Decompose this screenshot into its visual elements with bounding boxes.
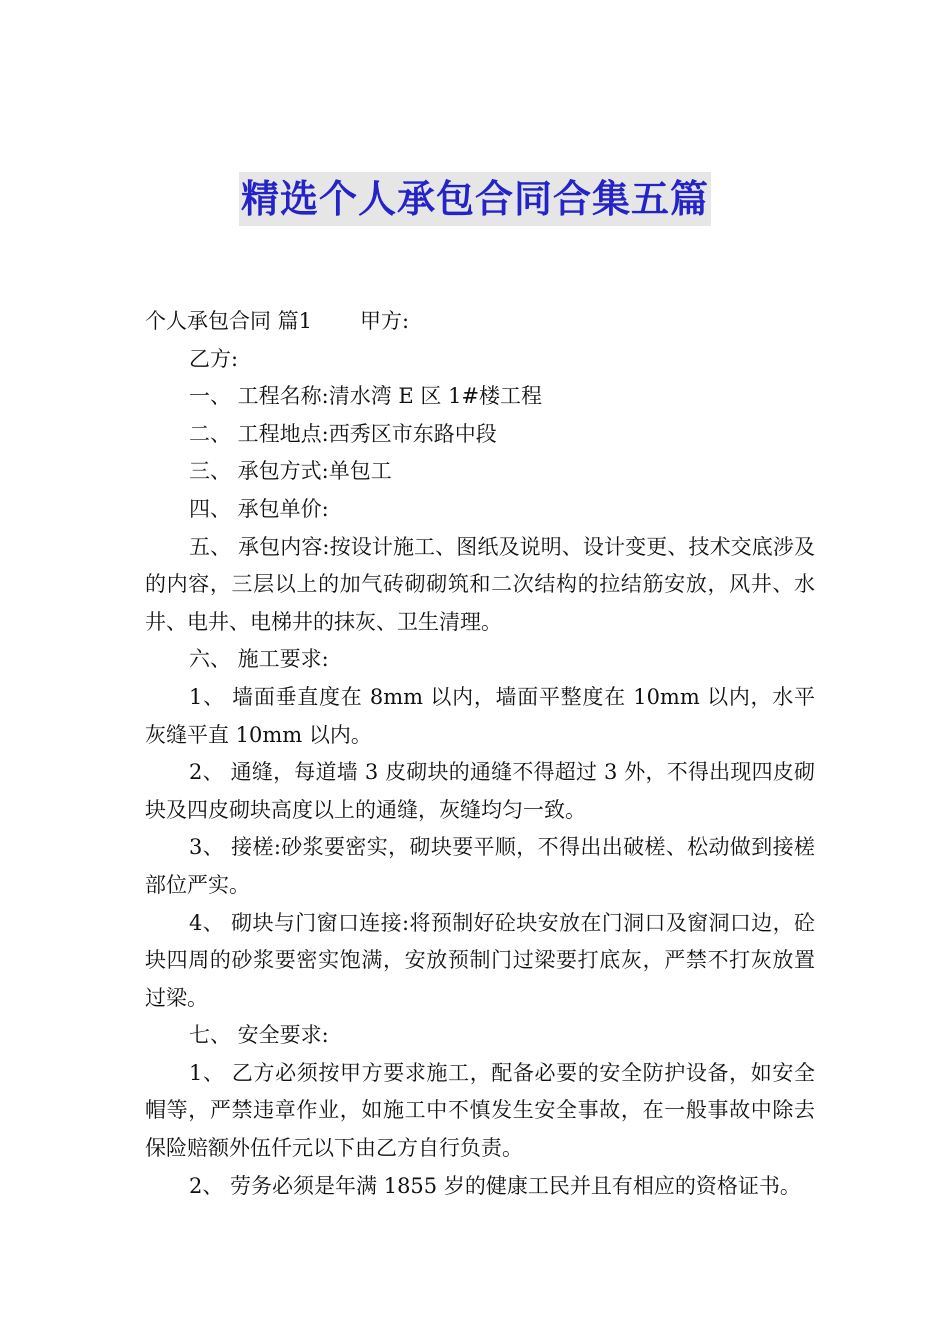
document-title: 精选个人承包合同合集五篇: [239, 172, 711, 226]
paragraph: 一、 工程名称:清水湾 E 区 1#楼工程: [189, 384, 543, 409]
paragraph: 3、 接槎:砂浆要密实，砌块要平顺，不得出出破槎、松动做到接槎部位严实。: [145, 835, 815, 897]
paragraph: 七、 安全要求:: [189, 1023, 329, 1048]
paragraph: 四、 承包单价:: [189, 496, 329, 521]
paragraph: 4、 砌块与门窗口连接:将预制好砼块安放在门洞口及窗洞口边，砼块四周的砂浆要密实饱满，安放预制门过梁要打底灰，严禁不打灰放置过梁。: [145, 910, 815, 1010]
paragraph: 六、 施工要求:: [189, 647, 329, 672]
paragraph: 2、 通缝，每道墙 3 皮砌块的通缝不得超过 3 外，不得出现四皮砌块及四皮砌块高度以上的通缝，灰缝均匀一致。: [145, 760, 815, 822]
title-block: [0, 172, 950, 226]
paragraph: 1、 乙方必须按甲方要求施工，配备必要的安全防护设备，如安全帽等，严禁违章作业，如施工中不慎发生安全事故，在一般事故中除去保险赔额外伍仟元以下由乙方自行负责。: [145, 1060, 815, 1161]
paragraph: 乙方:: [189, 346, 239, 371]
paragraph: 二、 工程地点:西秀区市东路中段: [189, 421, 497, 446]
paragraph-heading: [145, 303, 815, 341]
party-a-label: 甲方:: [360, 309, 410, 333]
paragraph: 2、 劳务必须是年满 1855 岁的健康工民并且有相应的资格证书。: [189, 1173, 801, 1198]
document-body: [145, 303, 815, 1205]
paragraph: 三、 承包方式:单包工: [189, 459, 392, 484]
contract-heading: 个人承包合同 篇1: [145, 309, 313, 333]
paragraph: 五、 承包内容:按设计施工、图纸及说明、设计变更、技术交底涉及的内容，三层以上的加气砖砌砌筑和二次结构的拉结筋安放，风井、水井、电井、电梯井的抹灰、卫生清理。: [145, 534, 815, 634]
paragraph: 1、 墙面垂直度在 8mm 以内，墙面平整度在 10mm 以内，水平灰缝平直 10mm 以内。: [145, 684, 815, 747]
